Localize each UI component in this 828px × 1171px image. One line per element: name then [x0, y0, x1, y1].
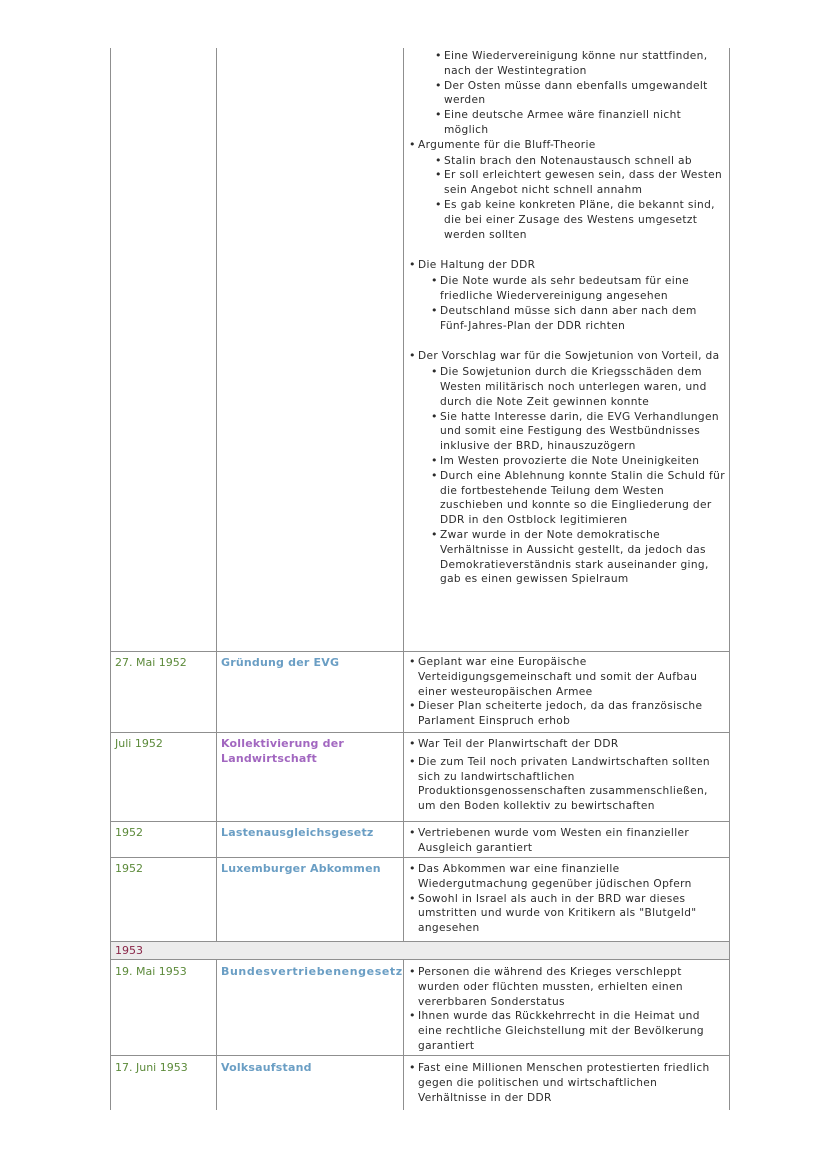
ddr-list — [431, 274, 727, 333]
list-item: • Fast eine Millionen Menschen protestierten friedlich gegen die politischen und wirtschaftlichen Verhältnisse in der DDR — [409, 1061, 727, 1105]
list-item: • Der Osten müsse dann ebenfalls umgewandelt werden — [435, 79, 727, 109]
list-item: • Eine Wiedervereinigung könne nur stattfinden, nach der Westintegration — [435, 49, 727, 79]
list-item: • Die zum Teil noch privaten Landwirtschaften sollten sich zu landwirtschaftlichen Produktionsgenossenschaften zusammenschließen, um den Boden kollektiv zu bewirtschaften — [409, 755, 727, 814]
row-date: 17. Juni 1953 — [115, 1061, 188, 1074]
list-item: • War Teil der Planwirtschaft der DDR — [409, 737, 727, 752]
ddr-section — [409, 258, 727, 273]
list-item: • Es gab keine konkreten Pläne, die bekannt sind, die bei einer Zusage des Westens umgesetzt werden sollten — [435, 198, 727, 242]
row-points — [409, 826, 727, 856]
row-divider — [110, 821, 730, 822]
year-label: 1953 — [115, 944, 143, 957]
row-divider — [110, 941, 730, 942]
bluff-section — [409, 138, 727, 153]
list-item: • Im Westen provozierte die Note Uneinigkeiten — [431, 454, 727, 469]
list-item: • Die Sowjetunion durch die Kriegsschäden dem Westen militärisch noch unterlegen waren, und durch die Note Zeit gewinnen konnte — [431, 365, 727, 409]
row-topic: Lastenausgleichsgesetz — [221, 826, 374, 839]
row-divider — [110, 651, 730, 652]
vorteil-list — [431, 365, 727, 587]
row-date: 27. Mai 1952 — [115, 656, 187, 669]
list-item: • Durch eine Ablehnung konnte Stalin die Schuld für die fortbestehende Teilung dem Westen zuschieben und konnte so die Eingliederung der DDR in den Ostblock legitimieren — [431, 469, 727, 528]
row-topic: Gründung der EVG — [221, 656, 340, 669]
row-topic: Volksaufstand — [221, 1061, 312, 1074]
continuation-cell — [409, 48, 727, 587]
row-points — [409, 965, 727, 1054]
list-item: • Dieser Plan scheiterte jedoch, da das französische Parlament Einspruch erhob — [409, 699, 727, 729]
bluff-list — [435, 154, 727, 243]
row-date: 19. Mai 1953 — [115, 965, 187, 978]
list-item: • Die Note wurde als sehr bedeutsam für eine friedliche Wiedervereinigung angesehen — [431, 274, 727, 304]
list-item: • Er soll erleichtert gewesen sein, dass der Westen sein Angebot nicht schnell annahm — [435, 168, 727, 198]
vorteil-heading: • Der Vorschlag war für die Sowjetunion von Vorteil, da — [409, 349, 727, 364]
list-item: • Vertriebenen wurde vom Westen ein finanzieller Ausgleich garantiert — [409, 826, 727, 856]
table-border-right — [729, 48, 730, 1110]
list-item: • Personen die während des Krieges verschleppt wurden oder flüchten mussten, erhielten einen vererbbaren Sonderstatus — [409, 965, 727, 1009]
row-date: 1952 — [115, 862, 143, 875]
row-divider — [110, 959, 730, 960]
list-item: • Sowohl in Israel als auch in der BRD war dieses umstritten und wurde von Kritikern als "Blutgeld" angesehen — [409, 892, 727, 936]
list-item: • Sie hatte Interesse darin, die EVG Verhandlungen und somit eine Festigung des Westbündnisses inklusive der BRD, hinauszuzögern — [431, 410, 727, 454]
integration-list — [435, 49, 727, 138]
list-item: • Zwar wurde in der Note demokratische Verhältnisse in Aussicht gestellt, da jedoch das Demokratieverständnis stark auseinander ging, gab es einen gewissen Spielraum — [431, 528, 727, 587]
row-points — [409, 655, 727, 729]
row-topic: Bundesvertriebenengesetz — [221, 965, 403, 978]
row-topic: Kollektivierung der Landwirtschaft — [221, 737, 344, 765]
list-item: • Stalin brach den Notenaustausch schnell ab — [435, 154, 727, 169]
vorteil-section — [409, 349, 727, 364]
year-row-shade — [111, 941, 729, 959]
row-points — [409, 737, 727, 814]
list-item: • Deutschland müsse sich dann aber nach dem Fünf-Jahres-Plan der DDR richten — [431, 304, 727, 334]
ddr-heading: • Die Haltung der DDR — [409, 258, 727, 273]
row-topic: Luxemburger Abkommen — [221, 862, 381, 875]
bluff-heading: • Argumente für die Bluff-Theorie — [409, 138, 727, 153]
row-divider — [110, 857, 730, 858]
row-date: 1952 — [115, 826, 143, 839]
row-divider — [110, 732, 730, 733]
list-item: • Geplant war eine Europäische Verteidigungsgemeinschaft und somit der Aufbau einer westeuropäischen Armee — [409, 655, 727, 699]
row-date: Juli 1952 — [115, 737, 163, 750]
row-divider — [110, 1055, 730, 1056]
list-item: • Das Abkommen war eine finanzielle Wiedergutmachung gegenüber jüdischen Opfern — [409, 862, 727, 892]
list-item: • Ihnen wurde das Rückkehrrecht in die Heimat und eine rechtliche Gleichstellung mit der Bevölkerung garantiert — [409, 1009, 727, 1053]
row-points — [409, 1061, 727, 1105]
row-points — [409, 862, 727, 936]
list-item: • Eine deutsche Armee wäre finanziell nicht möglich — [435, 108, 727, 138]
